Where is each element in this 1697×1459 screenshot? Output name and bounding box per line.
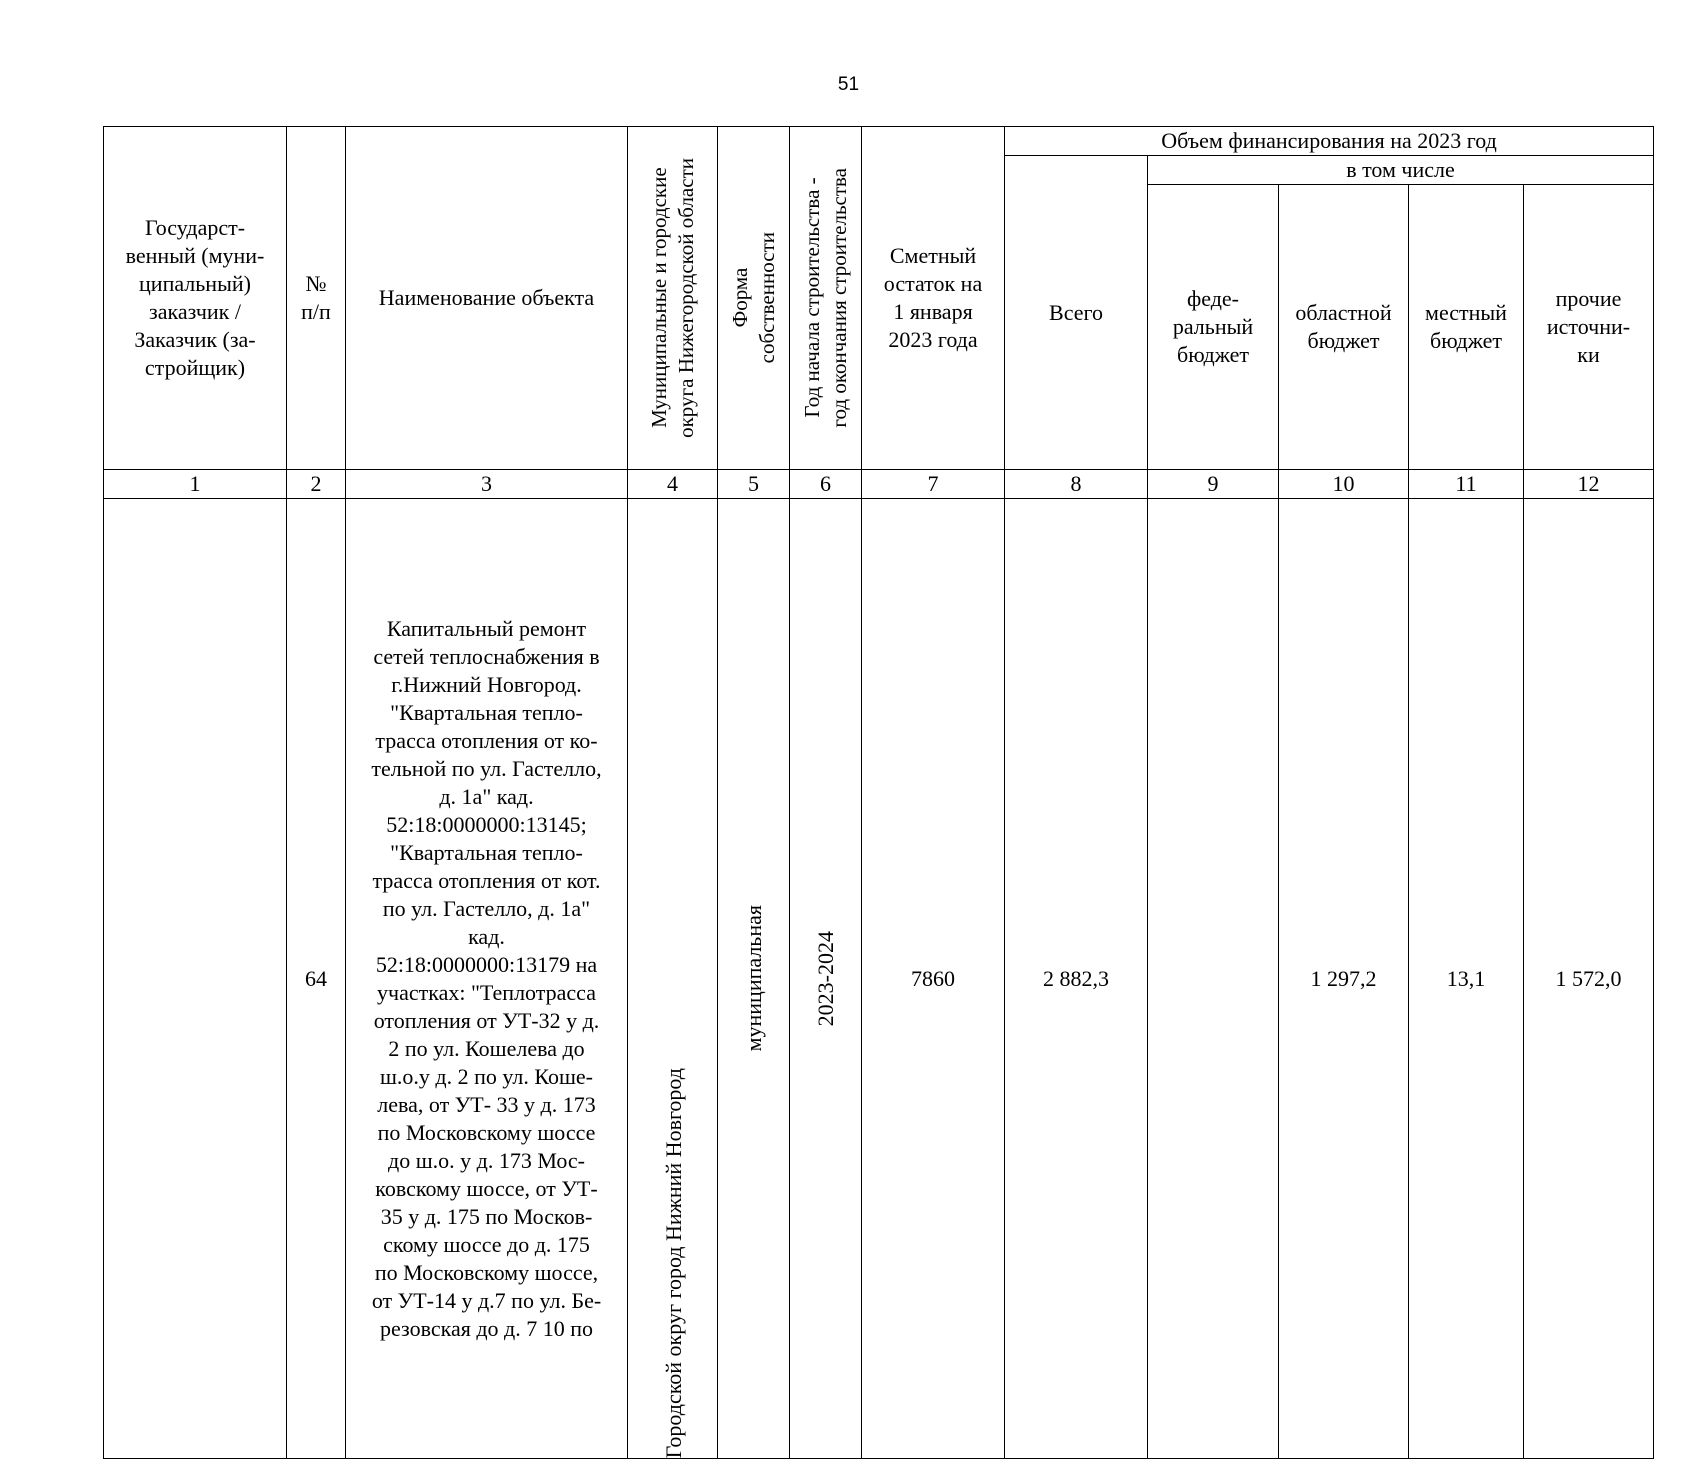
column-number: 4 (628, 470, 718, 499)
cell-regional: 1 297,2 (1279, 499, 1409, 1459)
cell-federal (1148, 499, 1279, 1459)
cell-ownership-text: муниципальная (740, 905, 766, 1052)
page-number: 51 (837, 74, 860, 95)
table-grid (103, 126, 1654, 1459)
column-number-row (104, 470, 1654, 499)
header-regional: областной бюджет (1279, 185, 1409, 470)
header-other: прочие источни- ки (1524, 185, 1654, 470)
column-number: 8 (1005, 470, 1148, 499)
cell-municipality-text: Городской округ город Нижний Новгород (660, 1067, 686, 1458)
header-municipality (628, 127, 718, 470)
header-ownership-label: Форма собственности (727, 232, 779, 364)
construction-financing-table (103, 126, 1644, 1458)
column-number: 2 (287, 470, 346, 499)
cell-object-name: Капитальный ремонт сетей теплоснабжения в г.Нижний Новгород. "Квартальная тепло- трасса отопления от ко- тельной по ул. Гастелло, д. 1а" кад. 52:18:0000000:13145; "Квартальная тепло- трасса отопления от кот. по ул. Гастелло, д. 1а" кад. 52:18:0000000:13179 на участках: "Теплотрасса отопления от УТ-32 у д. 2 по ул. Кошелева до ш.о.у д. 2 по ул. Коше- лева, от УТ- 33 у д. 173 по Московскому шоссе до ш.о. у д. 173 Мос- ковскому шоссе, от УТ- 35 у д. 175 по Москов- скому шоссе до д. 175 по Московскому шоссе, от УТ-14 у д.7 по ул. Бе- резовская до д. 7 10 по (346, 499, 628, 1459)
header-total: Всего (1005, 156, 1148, 470)
header-local: местный бюджет (1409, 185, 1524, 470)
header-customer: Государст- венный (муни- ципальный) заказчик / Заказчик (за- стройщик) (104, 127, 287, 470)
column-number: 5 (718, 470, 790, 499)
cell-years-text: 2023-2024 (812, 930, 838, 1027)
cell-municipality (628, 499, 718, 1459)
header-row-number: № п/п (287, 127, 346, 470)
column-number: 6 (790, 470, 862, 499)
column-number: 10 (1279, 470, 1409, 499)
table-row (104, 499, 1654, 1459)
header-federal: феде- ральный бюджет (1148, 185, 1279, 470)
header-object-name: Наименование объекта (346, 127, 628, 470)
cell-years (790, 499, 862, 1459)
header-years (790, 127, 862, 470)
cell-customer (104, 499, 287, 1459)
header-ownership (718, 127, 790, 470)
column-number: 11 (1409, 470, 1524, 499)
cell-estimate-remainder: 7860 (862, 499, 1005, 1459)
header-years-label: Год начала строительства - год окончания строительства (799, 168, 851, 428)
column-number: 9 (1148, 470, 1279, 499)
column-number: 1 (104, 470, 287, 499)
cell-total: 2 882,3 (1005, 499, 1148, 1459)
header-financing-group: Объем финансирования на 2023 год (1005, 127, 1654, 156)
header-including: в том числе (1148, 156, 1654, 185)
column-number: 7 (862, 470, 1005, 499)
header-estimate-remainder: Сметный остаток на 1 января 2023 года (862, 127, 1005, 470)
cell-ownership (718, 499, 790, 1459)
cell-local: 13,1 (1409, 499, 1524, 1459)
cell-row-number: 64 (287, 499, 346, 1459)
header-municipality-label: Муниципальные и городские округа Нижегородской области (646, 158, 698, 438)
column-number: 3 (346, 470, 628, 499)
column-number: 12 (1524, 470, 1654, 499)
cell-other: 1 572,0 (1524, 499, 1654, 1459)
